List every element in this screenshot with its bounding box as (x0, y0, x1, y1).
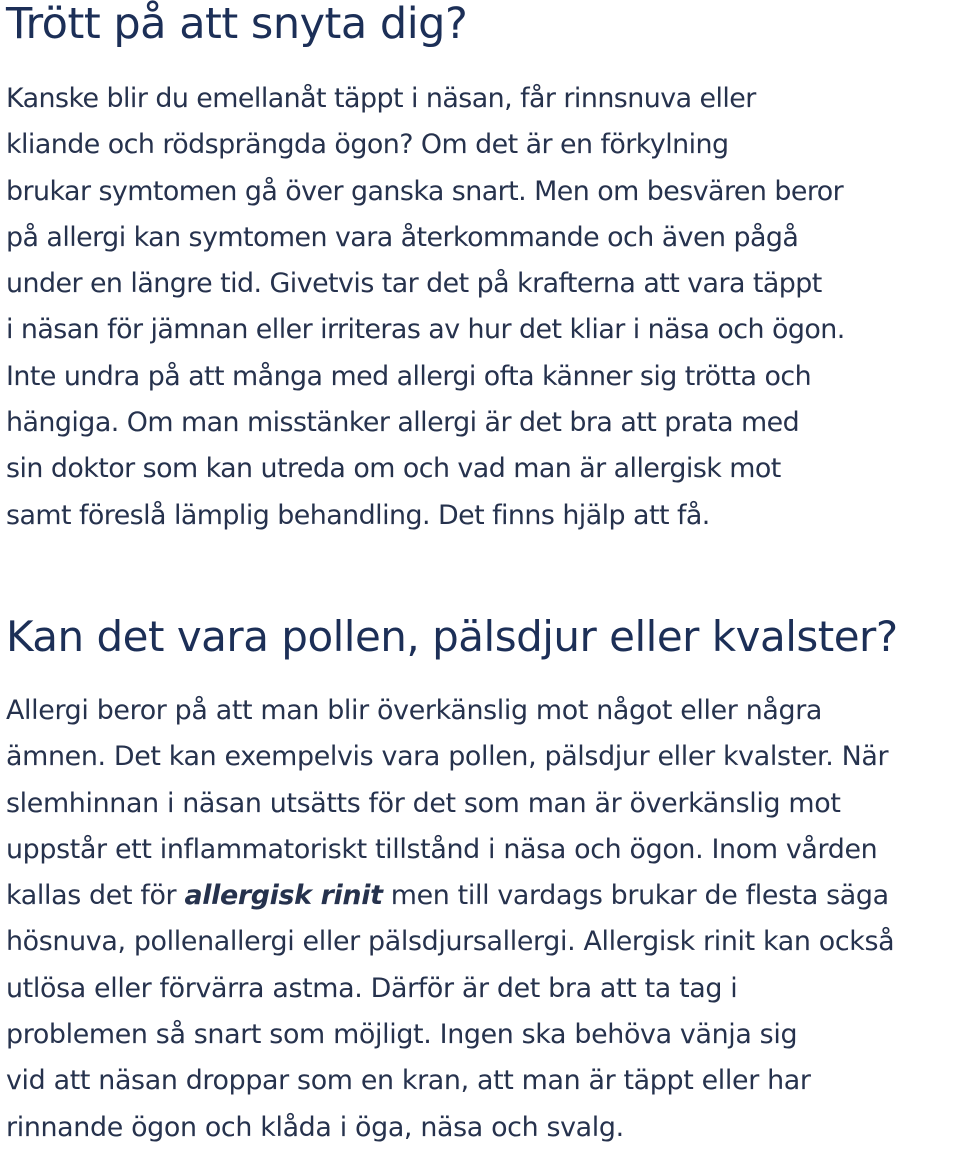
paragraph-line: Inte undra på att många med allergi ofta känner sig trötta och (6, 360, 812, 392)
paragraph-line: slemhinnan i näsan utsätts för det som man är överkänslig mot (6, 787, 841, 819)
paragraph-line: problemen så snart som möjligt. Ingen ska behöva vänja sig (6, 1019, 798, 1051)
paragraph-line: Allergi beror på att man blir överkänslig mot något eller några (6, 695, 823, 726)
paragraph-line: sin doktor som kan utreda om och vad man är allergisk mot (6, 453, 781, 485)
paragraph-line: på allergi kan symtomen vara återkommande och även pågå (6, 221, 799, 253)
paragraph-line: kliande och rödsprängda ögon? Om det är en förkylning (6, 129, 729, 161)
paragraph-line: uppstår ett inflammatoriskt tillstånd i näsa och ögon. Inom vården (6, 833, 878, 865)
paragraph-line: i näsan för jämnan eller irriteras av hur det kliar i näsa och ögon. (6, 314, 845, 346)
paragraph-allergens (6, 688, 960, 1151)
paragraph-line: samt föreslå lämplig behandling. Det finns hjälp att få. (6, 499, 710, 531)
paragraph-line: rinnande ögon och klåda i öga, näsa och svalg. (6, 1111, 624, 1143)
section-title-allergens: Kan det vara pollen, pälsdjur eller kvalster? (6, 612, 898, 661)
line-text-after: men till vardags brukar de flesta säga (382, 880, 889, 912)
emphasis-term-allergic-rhinitis: allergisk rinit (184, 880, 383, 912)
paragraph-line: Kanske blir du emellanåt täppt i näsan, får rinnsnuva eller (6, 83, 756, 114)
paragraph-line: ämnen. Det kan exempelvis vara pollen, pälsdjur eller kvalster. När (6, 741, 889, 773)
paragraph-line: vid att näsan droppar som en kran, att man är täppt eller har (6, 1065, 811, 1097)
paragraph-line: utlösa eller förvärra astma. Därför är det bra att ta tag i (6, 972, 738, 1004)
paragraph-line: hängiga. Om man misstänker allergi är det bra att prata med (6, 407, 800, 439)
paragraph-line: hösnuva, pollenallergi eller pälsdjursallergi. Allergisk rinit kan också (6, 926, 895, 958)
line-text-before: kallas det för (6, 880, 185, 912)
paragraph-line-emphasis (6, 873, 960, 919)
paragraph-line: brukar symtomen gå över ganska snart. Men om besvären beror (6, 175, 844, 207)
paragraph-tired (6, 76, 960, 539)
paragraph-line: under en längre tid. Givetvis tar det på krafterna att vara täppt (6, 268, 822, 300)
section-title-tired: Trött på att snyta dig? (6, 0, 468, 49)
